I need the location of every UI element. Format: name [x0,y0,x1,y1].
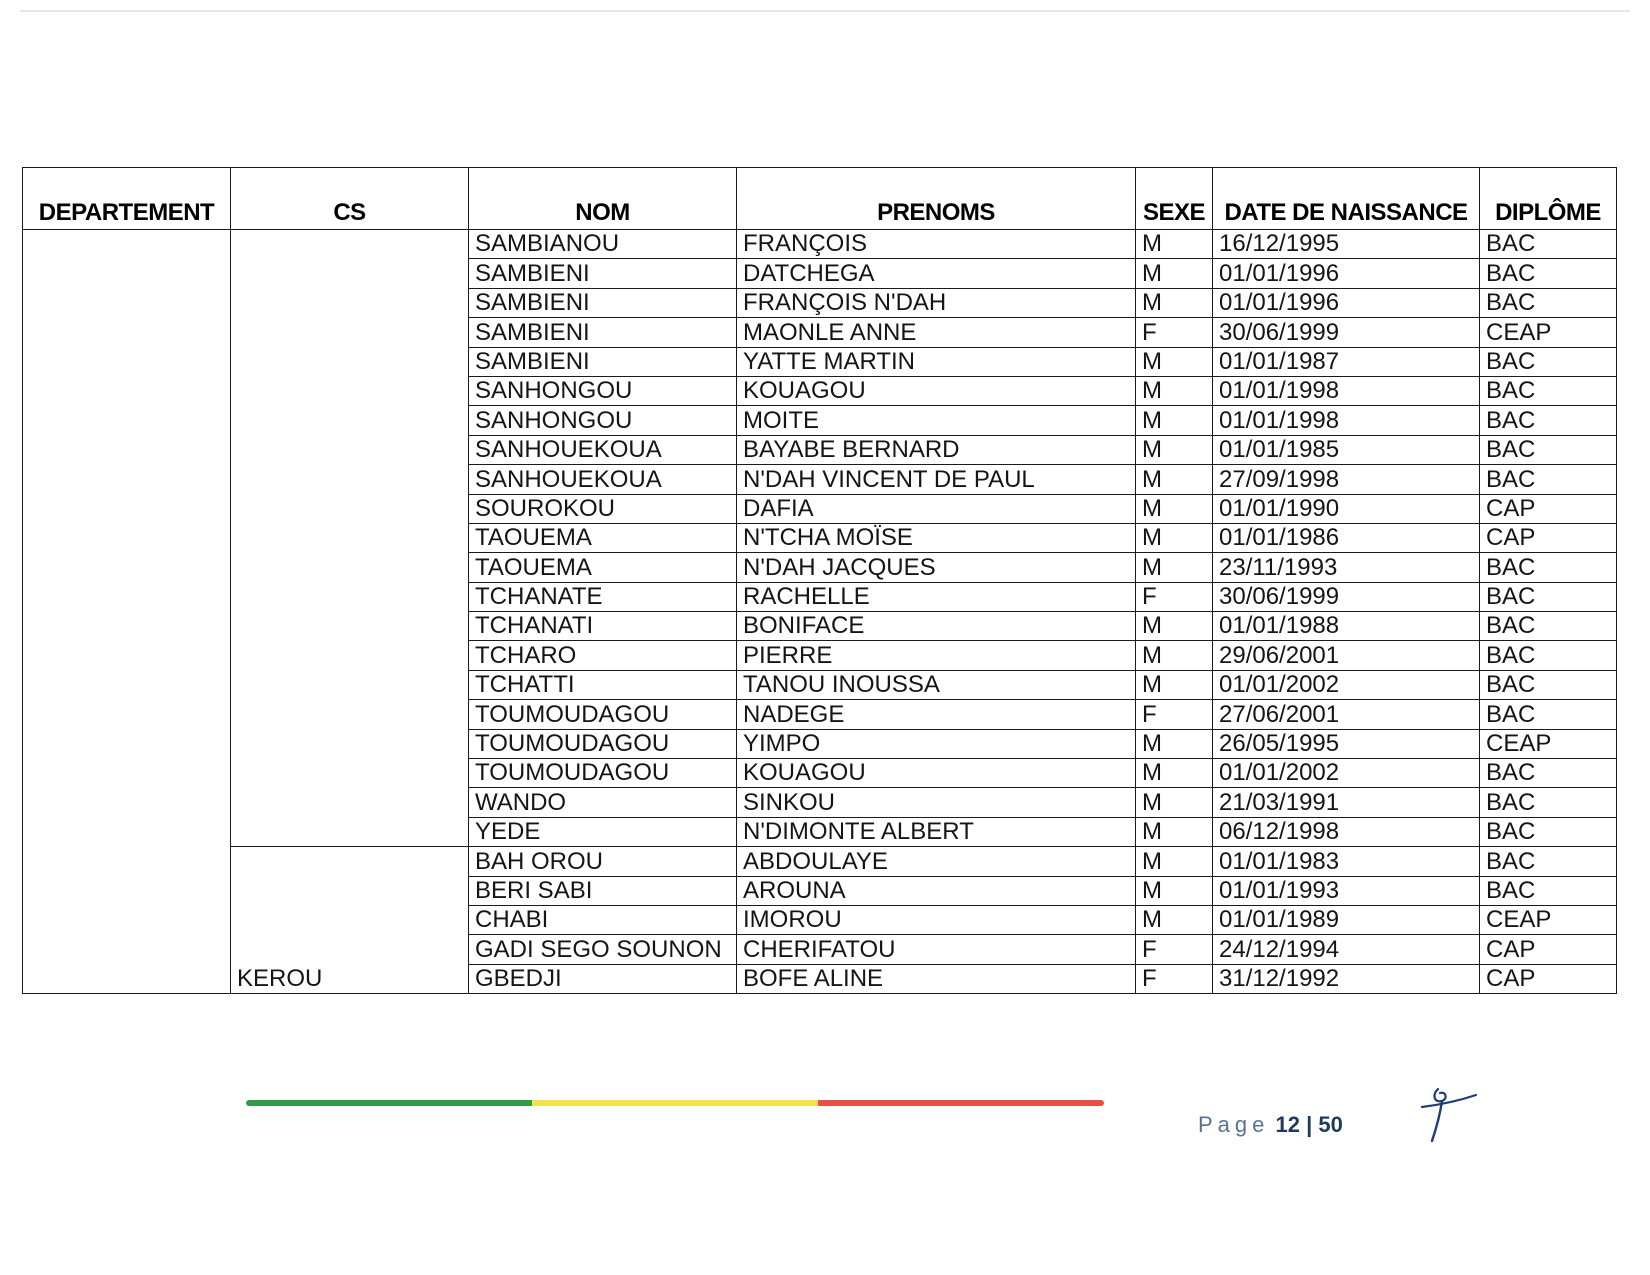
date-naissance-cell: 27/09/1998 [1213,465,1480,494]
header-departement: DEPARTEMENT [23,168,231,230]
sexe-cell: M [1136,494,1213,523]
departement-cell [23,230,231,994]
diplome-cell: CAP [1480,494,1617,523]
header-nom: NOM [469,168,737,230]
nom-cell: SANHOUEKOUA [469,435,737,464]
page-separator: | [1306,1112,1313,1137]
nom-cell: TCHARO [469,641,737,670]
date-naissance-cell: 30/06/1999 [1213,318,1480,347]
diplome-cell: BAC [1480,582,1617,611]
nom-cell: CHABI [469,905,737,934]
prenoms-cell: NADEGE [737,700,1136,729]
sexe-cell: M [1136,788,1213,817]
flag-red-segment [818,1100,1104,1106]
nom-cell: BAH OROU [469,847,737,876]
sexe-cell: M [1136,553,1213,582]
prenoms-cell: BAYABE BERNARD [737,435,1136,464]
header-prenoms: PRENOMS [737,168,1136,230]
sexe-cell: M [1136,347,1213,376]
prenoms-cell: IMOROU [737,905,1136,934]
prenoms-cell: KOUAGOU [737,759,1136,788]
diplome-cell: BAC [1480,759,1617,788]
prenoms-cell: PIERRE [737,641,1136,670]
page-label: Page [1198,1112,1270,1137]
date-naissance-cell: 01/01/1998 [1213,406,1480,435]
date-naissance-cell: 01/01/1996 [1213,259,1480,288]
date-naissance-cell: 23/11/1993 [1213,553,1480,582]
sexe-cell: M [1136,905,1213,934]
sexe-cell: F [1136,700,1213,729]
prenoms-cell: CHERIFATOU [737,935,1136,964]
prenoms-cell: N'DIMONTE ALBERT [737,817,1136,846]
diplome-cell: BAC [1480,376,1617,405]
nom-cell: SANHONGOU [469,376,737,405]
date-naissance-cell: 01/01/1998 [1213,376,1480,405]
diplome-cell: BAC [1480,641,1617,670]
prenoms-cell: N'DAH VINCENT DE PAUL [737,465,1136,494]
nom-cell: SAMBIENI [469,288,737,317]
nom-cell: WANDO [469,788,737,817]
diplome-cell: CEAP [1480,905,1617,934]
date-naissance-cell: 24/12/1994 [1213,935,1480,964]
nom-cell: TOUMOUDAGOU [469,700,737,729]
diplome-cell: BAC [1480,230,1617,259]
date-naissance-cell: 01/01/1993 [1213,876,1480,905]
prenoms-cell: SINKOU [737,788,1136,817]
flag-color-bar [246,1100,1104,1106]
header-date-naissance: DATE DE NAISSANCE [1213,168,1480,230]
diplome-cell: BAC [1480,876,1617,905]
sexe-cell: M [1136,406,1213,435]
prenoms-cell: MAONLE ANNE [737,318,1136,347]
date-naissance-cell: 01/01/1990 [1213,494,1480,523]
diplome-cell: BAC [1480,817,1617,846]
nom-cell: TAOUEMA [469,523,737,552]
prenoms-cell: AROUNA [737,876,1136,905]
date-naissance-cell: 01/01/1996 [1213,288,1480,317]
diplome-cell: CAP [1480,935,1617,964]
sexe-cell: M [1136,759,1213,788]
prenoms-cell: FRANÇOIS N'DAH [737,288,1136,317]
nom-cell: YEDE [469,817,737,846]
nom-cell: SOUROKOU [469,494,737,523]
diplome-cell: BAC [1480,435,1617,464]
nom-cell: SANHONGOU [469,406,737,435]
prenoms-cell: TANOU INOUSSA [737,670,1136,699]
date-naissance-cell: 26/05/1995 [1213,729,1480,758]
date-naissance-cell: 31/12/1992 [1213,964,1480,993]
header-diplome: DIPLÔME [1480,168,1617,230]
date-naissance-cell: 01/01/1988 [1213,612,1480,641]
diplome-cell: BAC [1480,259,1617,288]
date-naissance-cell: 16/12/1995 [1213,230,1480,259]
prenoms-cell: YIMPO [737,729,1136,758]
prenoms-cell: YATTE MARTIN [737,347,1136,376]
diplome-cell: BAC [1480,612,1617,641]
sexe-cell: M [1136,876,1213,905]
table-row [23,230,1617,259]
nom-cell: SAMBIENI [469,259,737,288]
prenoms-cell: DATCHEGA [737,259,1136,288]
diplome-cell: CAP [1480,523,1617,552]
prenoms-cell: DAFIA [737,494,1136,523]
nom-cell: TCHANATE [469,582,737,611]
date-naissance-cell: 06/12/1998 [1213,817,1480,846]
nom-cell: TOUMOUDAGOU [469,759,737,788]
diplome-cell: CAP [1480,964,1617,993]
sexe-cell: M [1136,465,1213,494]
sexe-cell: F [1136,318,1213,347]
page-current: 12 [1275,1112,1300,1137]
sexe-cell: M [1136,641,1213,670]
nom-cell: TAOUEMA [469,553,737,582]
diplome-cell: BAC [1480,406,1617,435]
prenoms-cell: N'DAH JACQUES [737,553,1136,582]
diplome-cell: BAC [1480,788,1617,817]
prenoms-cell: RACHELLE [737,582,1136,611]
page-number [1198,1112,1343,1138]
diplome-cell: BAC [1480,847,1617,876]
sexe-cell: M [1136,288,1213,317]
nom-cell: TOUMOUDAGOU [469,729,737,758]
prenoms-cell: BONIFACE [737,612,1136,641]
nom-cell: TCHANATI [469,612,737,641]
header-row [23,168,1617,230]
diplome-cell: BAC [1480,670,1617,699]
diplome-cell: BAC [1480,700,1617,729]
cs-cell: KEROU [231,847,469,994]
table-body [23,230,1617,994]
nom-cell: SANHOUEKOUA [469,465,737,494]
date-naissance-cell: 01/01/1987 [1213,347,1480,376]
date-naissance-cell: 01/01/2002 [1213,759,1480,788]
page-total: 50 [1318,1112,1343,1137]
diplome-cell: CEAP [1480,318,1617,347]
flag-green-segment [246,1100,532,1106]
diplome-cell: CEAP [1480,729,1617,758]
sexe-cell: M [1136,612,1213,641]
sexe-cell: M [1136,230,1213,259]
sexe-cell: M [1136,523,1213,552]
sexe-cell: M [1136,817,1213,846]
sexe-cell: M [1136,847,1213,876]
date-naissance-cell: 01/01/1985 [1213,435,1480,464]
candidate-table [22,167,1617,994]
sexe-cell: F [1136,935,1213,964]
sexe-cell: M [1136,259,1213,288]
nom-cell: BERI SABI [469,876,737,905]
date-naissance-cell: 27/06/2001 [1213,700,1480,729]
prenoms-cell: FRANÇOIS [737,230,1136,259]
date-naissance-cell: 01/01/2002 [1213,670,1480,699]
prenoms-cell: BOFE ALINE [737,964,1136,993]
prenoms-cell: MOITE [737,406,1136,435]
date-naissance-cell: 21/03/1991 [1213,788,1480,817]
diplome-cell: BAC [1480,465,1617,494]
sexe-cell: F [1136,582,1213,611]
nom-cell: SAMBIENI [469,347,737,376]
prenoms-cell: ABDOULAYE [737,847,1136,876]
header-sexe: SEXE [1136,168,1213,230]
sexe-cell: M [1136,376,1213,405]
prenoms-cell: KOUAGOU [737,376,1136,405]
date-naissance-cell: 30/06/1999 [1213,582,1480,611]
sexe-cell: F [1136,964,1213,993]
diplome-cell: BAC [1480,347,1617,376]
sexe-cell: M [1136,729,1213,758]
diplome-cell: BAC [1480,288,1617,317]
nom-cell: SAMBIENI [469,318,737,347]
nom-cell: TCHATTI [469,670,737,699]
table-header [23,168,1617,230]
prenoms-cell: N'TCHA MOÏSE [737,523,1136,552]
sexe-cell: M [1136,670,1213,699]
top-scan-edge [20,10,1630,12]
header-cs: CS [231,168,469,230]
date-naissance-cell: 29/06/2001 [1213,641,1480,670]
date-naissance-cell: 01/01/1989 [1213,905,1480,934]
flag-yellow-segment [532,1100,818,1106]
nom-cell: SAMBIANOU [469,230,737,259]
table-row [23,847,1617,876]
date-naissance-cell: 01/01/1986 [1213,523,1480,552]
nom-cell: GBEDJI [469,964,737,993]
diplome-cell: BAC [1480,553,1617,582]
handwritten-initial-icon [1418,1085,1478,1145]
nom-cell: GADI SEGO SOUNON [469,935,737,964]
date-naissance-cell: 01/01/1983 [1213,847,1480,876]
sexe-cell: M [1136,435,1213,464]
cs-cell [231,230,469,847]
